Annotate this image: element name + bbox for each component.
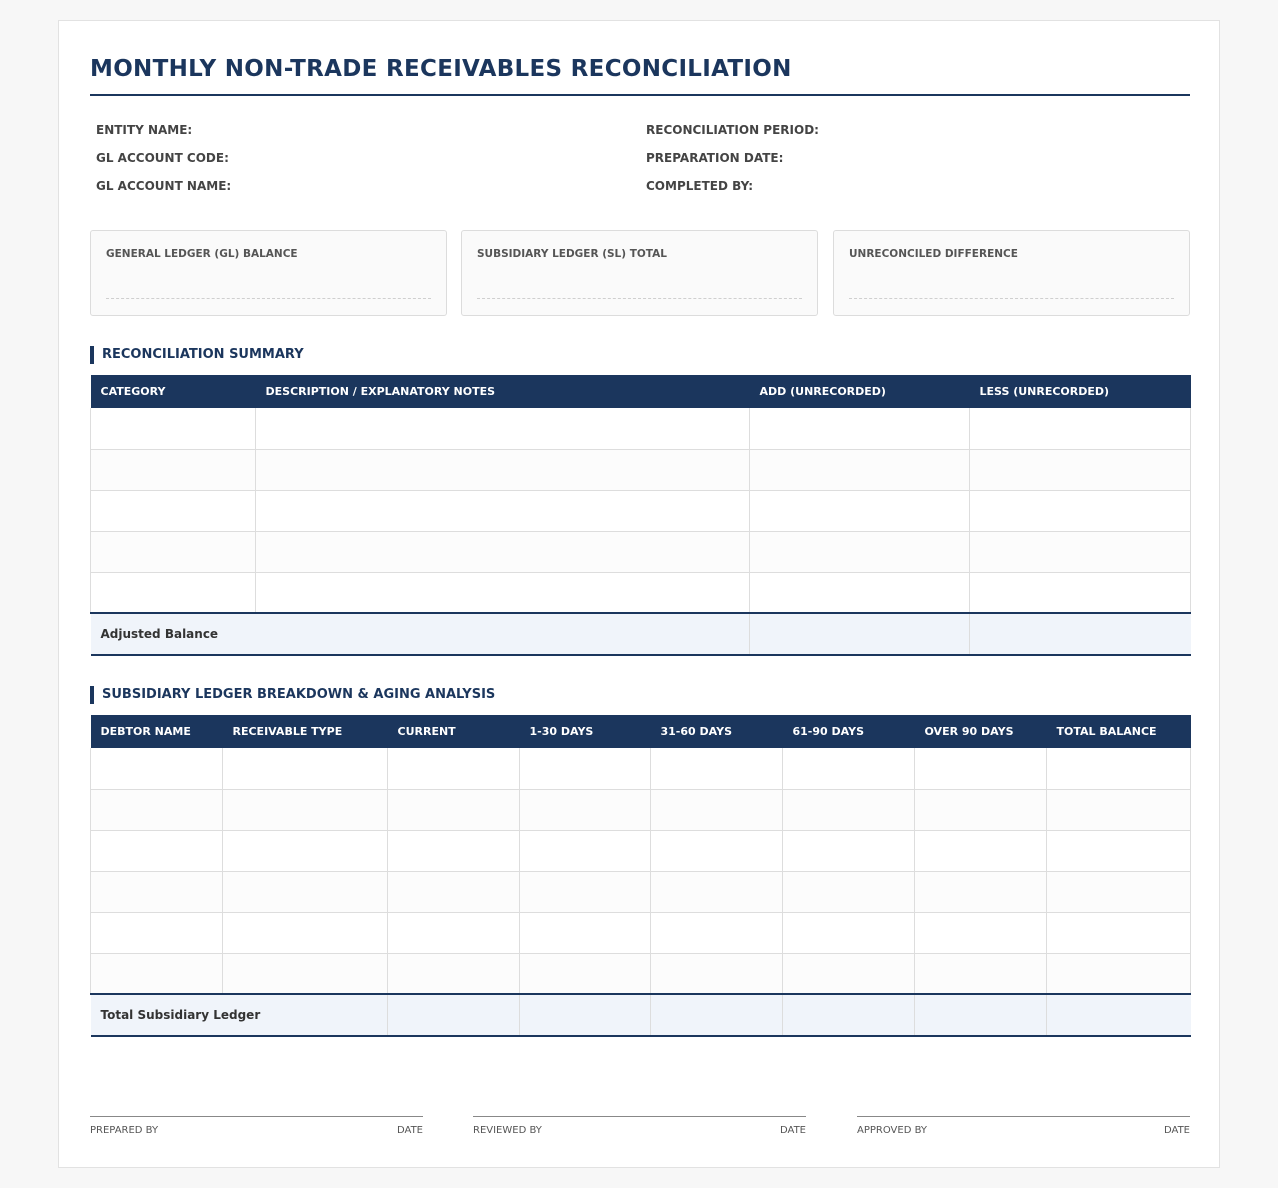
column-header-receivable-type: RECEIVABLE TYPE (223, 715, 388, 748)
table-row (91, 953, 1191, 994)
total-subsidiary-ledger-label: Total Subsidiary Ledger (91, 994, 388, 1036)
total-1-30-cell[interactable] (520, 994, 651, 1036)
table-cell[interactable] (651, 830, 783, 871)
sl-total-box (461, 230, 818, 316)
table-cell[interactable] (750, 408, 970, 449)
column-header-category: CATEGORY (91, 375, 256, 408)
adjusted-balance-less-cell[interactable] (970, 613, 1191, 655)
table-cell[interactable] (91, 449, 256, 490)
table-cell[interactable] (520, 748, 651, 789)
table-row (91, 830, 1191, 871)
gl-account-code-label: GL ACCOUNT CODE: (96, 151, 229, 165)
table-cell[interactable] (915, 953, 1047, 994)
table-cell[interactable] (750, 490, 970, 531)
gl-balance-label: GENERAL LEDGER (GL) BALANCE (106, 248, 298, 260)
table-cell[interactable] (520, 953, 651, 994)
approved-date-label: DATE (1163, 1125, 1190, 1136)
approved-by-signature-line[interactable] (857, 1116, 1190, 1136)
table-cell[interactable] (970, 449, 1191, 490)
table-cell[interactable] (223, 748, 388, 789)
table-cell[interactable] (915, 789, 1047, 830)
table-cell[interactable] (1047, 912, 1191, 953)
sl-total-field[interactable] (477, 298, 802, 299)
page-title: MONTHLY NON-TRADE RECEIVABLES RECONCILIATION (90, 56, 792, 82)
table-cell[interactable] (783, 748, 915, 789)
column-header-total-balance: TOTAL BALANCE (1047, 715, 1191, 748)
adjusted-balance-row (91, 613, 1191, 655)
table-cell[interactable] (520, 830, 651, 871)
completed-by-label: COMPLETED BY: (646, 179, 754, 193)
column-header-debtor-name: DEBTOR NAME (91, 715, 223, 748)
table-cell[interactable] (651, 871, 783, 912)
column-header-less: LESS (UNRECORDED) (970, 375, 1191, 408)
table-cell[interactable] (520, 789, 651, 830)
table-cell[interactable] (256, 449, 750, 490)
table-cell[interactable] (91, 912, 223, 953)
table-cell[interactable] (520, 871, 651, 912)
approved-by-label: APPROVED BY (857, 1125, 928, 1136)
table-cell[interactable] (388, 789, 520, 830)
table-cell[interactable] (651, 789, 783, 830)
unreconciled-difference-field[interactable] (849, 298, 1174, 299)
reviewed-by-signature-line[interactable] (473, 1116, 806, 1136)
adjusted-balance-label: Adjusted Balance (91, 613, 750, 655)
table-cell[interactable] (783, 953, 915, 994)
form-page (58, 20, 1220, 1168)
table-header-row (91, 715, 1191, 748)
table-row (91, 871, 1191, 912)
total-61-90-cell[interactable] (783, 994, 915, 1036)
table-cell[interactable] (651, 953, 783, 994)
table-cell[interactable] (91, 789, 223, 830)
prepared-by-signature-line[interactable] (90, 1116, 423, 1136)
table-cell[interactable] (915, 912, 1047, 953)
table-cell[interactable] (256, 531, 750, 572)
column-header-61-90-days: 61-90 DAYS (783, 715, 915, 748)
table-cell[interactable] (91, 531, 256, 572)
table-row (91, 490, 1191, 531)
total-current-cell[interactable] (388, 994, 520, 1036)
table-cell[interactable] (256, 490, 750, 531)
column-header-31-60-days: 31-60 DAYS (651, 715, 783, 748)
table-cell[interactable] (750, 531, 970, 572)
gl-account-name-label: GL ACCOUNT NAME: (96, 179, 232, 193)
prepared-by-label: PREPARED BY (90, 1125, 159, 1136)
table-cell[interactable] (783, 871, 915, 912)
table-cell[interactable] (223, 953, 388, 994)
gl-balance-field[interactable] (106, 298, 431, 299)
table-row (91, 912, 1191, 953)
table-cell[interactable] (256, 572, 750, 613)
table-cell[interactable] (1047, 871, 1191, 912)
reconciliation-summary-table (90, 375, 1191, 656)
table-cell[interactable] (651, 912, 783, 953)
table-cell[interactable] (388, 953, 520, 994)
table-cell[interactable] (91, 748, 223, 789)
reviewed-by-label: REVIEWED BY (473, 1125, 542, 1136)
prepared-date-label: DATE (396, 1125, 423, 1136)
column-header-add: ADD (UNRECORDED) (750, 375, 970, 408)
aging-analysis-heading: SUBSIDIARY LEDGER BREAKDOWN & AGING ANALYSIS (90, 686, 495, 704)
table-cell[interactable] (223, 871, 388, 912)
unreconciled-difference-label: UNRECONCILED DIFFERENCE (849, 248, 1018, 260)
column-header-description: DESCRIPTION / EXPLANATORY NOTES (256, 375, 750, 408)
table-cell[interactable] (388, 871, 520, 912)
table-cell[interactable] (1047, 953, 1191, 994)
table-cell[interactable] (223, 912, 388, 953)
table-cell[interactable] (970, 572, 1191, 613)
gl-balance-box (90, 230, 447, 316)
table-cell[interactable] (970, 490, 1191, 531)
table-header-row (91, 375, 1191, 408)
total-31-60-cell[interactable] (651, 994, 783, 1036)
table-cell[interactable] (388, 748, 520, 789)
table-row (91, 748, 1191, 789)
table-cell[interactable] (750, 572, 970, 613)
table-cell[interactable] (651, 748, 783, 789)
table-cell[interactable] (91, 871, 223, 912)
aging-analysis-table (90, 715, 1191, 1037)
column-header-current: CURRENT (388, 715, 520, 748)
table-cell[interactable] (750, 449, 970, 490)
title-divider (90, 94, 1190, 96)
table-cell[interactable] (223, 789, 388, 830)
reconciliation-summary-heading: RECONCILIATION SUMMARY (90, 346, 304, 364)
table-cell[interactable] (970, 408, 1191, 449)
total-over-90-cell[interactable] (915, 994, 1047, 1036)
table-cell[interactable] (1047, 748, 1191, 789)
table-row (91, 449, 1191, 490)
total-balance-cell[interactable] (1047, 994, 1191, 1036)
table-cell[interactable] (91, 572, 256, 613)
table-row (91, 408, 1191, 449)
table-cell[interactable] (915, 830, 1047, 871)
total-subsidiary-ledger-row (91, 994, 1191, 1036)
table-row (91, 531, 1191, 572)
column-header-1-30-days: 1-30 DAYS (520, 715, 651, 748)
table-cell[interactable] (91, 490, 256, 531)
reconciliation-period-label: RECONCILIATION PERIOD: (646, 123, 819, 137)
adjusted-balance-add-cell[interactable] (750, 613, 970, 655)
table-cell[interactable] (388, 830, 520, 871)
unreconciled-difference-box (833, 230, 1190, 316)
table-cell[interactable] (256, 408, 750, 449)
table-cell[interactable] (783, 912, 915, 953)
table-cell[interactable] (915, 871, 1047, 912)
table-cell[interactable] (388, 912, 520, 953)
sl-total-label: SUBSIDIARY LEDGER (SL) TOTAL (477, 248, 667, 260)
table-cell[interactable] (520, 912, 651, 953)
table-cell[interactable] (1047, 830, 1191, 871)
entity-name-label: ENTITY NAME: (96, 123, 193, 137)
table-row (91, 789, 1191, 830)
table-cell[interactable] (91, 830, 223, 871)
table-cell[interactable] (1047, 789, 1191, 830)
table-cell[interactable] (783, 789, 915, 830)
table-row (91, 572, 1191, 613)
table-cell[interactable] (783, 830, 915, 871)
table-cell[interactable] (91, 408, 256, 449)
reviewed-date-label: DATE (779, 1125, 806, 1136)
table-cell[interactable] (970, 531, 1191, 572)
table-cell[interactable] (915, 748, 1047, 789)
preparation-date-label: PREPARATION DATE: (646, 151, 784, 165)
table-cell[interactable] (91, 953, 223, 994)
table-cell[interactable] (223, 830, 388, 871)
column-header-over-90-days: OVER 90 DAYS (915, 715, 1047, 748)
